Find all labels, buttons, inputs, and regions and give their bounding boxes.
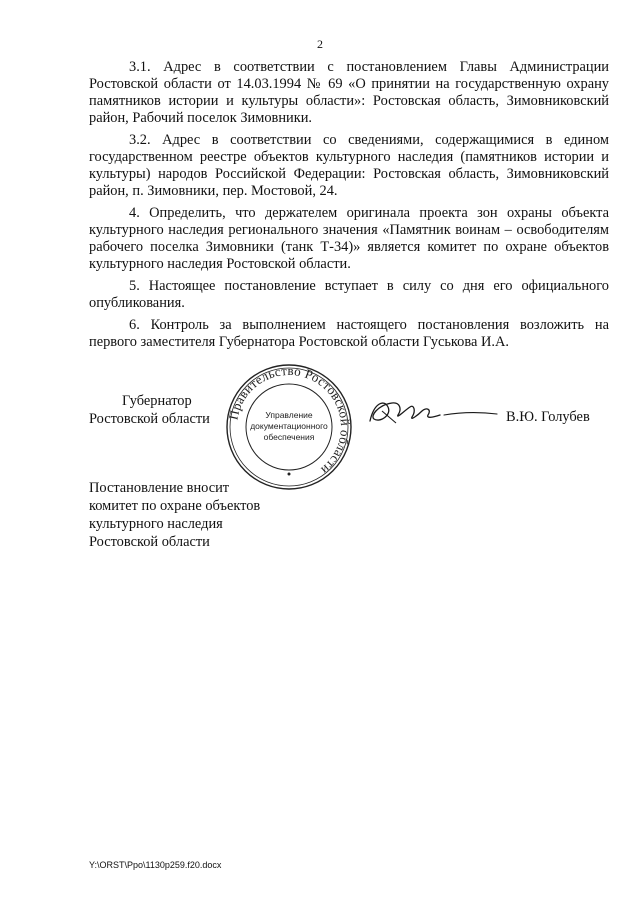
paragraph-3-2: 3.2. Адрес в соответствии со сведениями, содержащимися в едином государственном реестре объектов культурного наследия (памятников истории и культуры) народов Российской Федерации: Ростовская область, Зимовниковский район, п. Зимовники, пер. Мостовой, 24. — [89, 132, 609, 199]
stamp-outer-text: Правительство Ростовской области — [225, 362, 354, 478]
document-body — [89, 59, 609, 356]
stamp-inner-line1: Управление — [265, 410, 313, 420]
handwritten-signature — [362, 393, 502, 433]
footer-file-path: Y:\ORST\Ppo\1130p259.f20.docx — [89, 860, 222, 870]
page-number: 2 — [317, 37, 323, 51]
paragraph-5: 5. Настоящее постановление вступает в силу со дня его официального опубликования. — [89, 278, 609, 311]
signer-name: В.Ю. Голубев — [506, 409, 590, 425]
submitter-line: Постановление вносит — [89, 480, 230, 496]
signer-position — [89, 392, 210, 428]
submitter-line: культурного наследия — [89, 516, 223, 532]
signer-position-line1: Губернатор — [122, 393, 192, 409]
stamp-inner-line2: документационного — [250, 421, 328, 431]
submitter-line: комитет по охране объектов — [89, 498, 261, 514]
official-stamp — [224, 362, 354, 492]
submitter-block — [89, 479, 260, 551]
signer-position-line2: Ростовской области — [89, 411, 210, 427]
submitter-line: Ростовской области — [89, 534, 210, 550]
paragraph-6: 6. Контроль за выполнением настоящего постановления возложить на первого заместителя Губернатора Ростовской области Гуськова И.А. — [89, 317, 609, 350]
paragraph-3-1: 3.1. Адрес в соответствии с постановлением Главы Администрации Ростовской области от 14.03.1994 № 69 «О принятии на государственную охрану памятников истории и культуры области»: Ростовская область, Зимовниковский район, Рабочий поселок Зимовники. — [89, 59, 609, 126]
paragraph-4: 4. Определить, что держателем оригинала проекта зон охраны объекта культурного наследия регионального значения «Памятник воинам – освободителям рабочего поселка Зимовники (танк Т-34)» является комитет по охране объектов культурного наследия Ростовской области. — [89, 205, 609, 272]
stamp-inner-line3: обеспечения — [263, 432, 315, 442]
